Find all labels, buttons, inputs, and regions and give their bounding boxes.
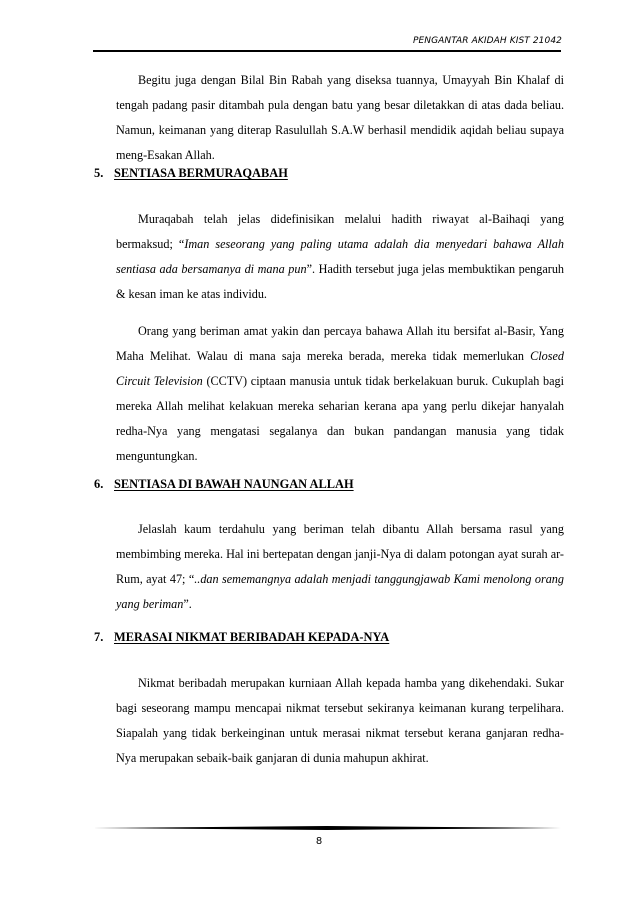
paragraph-text: (CCTV) ciptaan manusia untuk tidak berkelakuan buruk. Cukuplah bagi mereka Allah melihat kelakuan mereka seharian kerana apa yang perlu dikejar hanyalah redha-Nya yang mengatasi segalanya dan bukan pandangan manusia yang tidak menguntungkan. [116, 373, 564, 463]
section-heading-7 [94, 630, 389, 645]
paragraph-bilal [116, 68, 564, 168]
cctv-term: Closed Circuit Television [116, 348, 564, 388]
paragraph-al-basir [116, 319, 564, 468]
heading-title: MERASAI NIKMAT BERIBADAH KEPADA-NYA [114, 630, 390, 644]
paragraph-text: ”. [183, 596, 192, 611]
heading-title: SENTIASA DI BAWAH NAUNGAN ALLAH [114, 477, 354, 491]
heading-title: SENTIASA BERMURAQABAH [114, 166, 288, 180]
quran-quote: ..dan sememangnya adalah menjadi tanggungjawab Kami menolong orang yang beriman [116, 571, 564, 611]
paragraph-text: Muraqabah telah jelas didefinisikan melalui hadith riwayat al-Baihaqi yang bermaksud; “ [116, 212, 564, 251]
paragraph-text: Begitu juga dengan Bilal Bin Rabah yang diseksa tuannya, Umayyah Bin Khalaf di tengah padang pasir ditambah pula dengan batu yang besar diletakkan di atas dada beliau. Namun, keimanan yang diterap Rasulullah S.A.W berhasil mendidik aqidah beliau supaya meng-Esakan Allah. [116, 73, 564, 162]
paragraph-nikmat [116, 671, 564, 771]
header-rule [93, 50, 561, 52]
running-header: PENGANTAR AKIDAH KIST 21042 [412, 36, 562, 46]
footer-rule [93, 826, 561, 830]
paragraph-muraqabah [116, 207, 564, 307]
paragraph-naungan [116, 517, 564, 617]
heading-number: 5. [94, 166, 104, 180]
paragraph-text: Orang yang beriman amat yakin dan percaya bahawa Allah itu bersifat al-Basir, Yang Maha Melihat. Walau di mana saja mereka berada, mereka tidak memerlukan [116, 324, 564, 363]
section-heading-5 [94, 166, 288, 181]
heading-number: 7. [94, 630, 104, 644]
page-number: 8 [315, 836, 323, 847]
paragraph-text: ”. Hadith tersebut juga jelas membuktikan pengaruh & kesan iman ke atas individu. [116, 261, 565, 301]
paragraph-text: Jelaslah kaum terdahulu yang beriman telah dibantu Allah bersama rasul yang membimbing mereka. Hal ini bertepatan dengan janji-Nya di dalam potongan ayat surah ar-Rum, ayat 47; “ [116, 522, 564, 586]
section-heading-6 [94, 477, 354, 492]
heading-number: 6. [94, 477, 104, 491]
paragraph-text: Nikmat beribadah merupakan kurniaan Allah kepada hamba yang dikehendaki. Sukar bagi seseorang mampu mencapai nikmat tersebut sekiranya keimanan kurang terpelihara. Siapalah yang tidak berkeinginan untuk merasai nikmat tersebut kerana ganjaran redha-Nya merupakan sebaik-baik ganjaran di dunia mahupun akhirat. [116, 676, 564, 765]
hadith-quote: Iman seseorang yang paling utama adalah dia menyedari bahawa Allah sentiasa ada bersamanya di mana pun [116, 236, 564, 276]
